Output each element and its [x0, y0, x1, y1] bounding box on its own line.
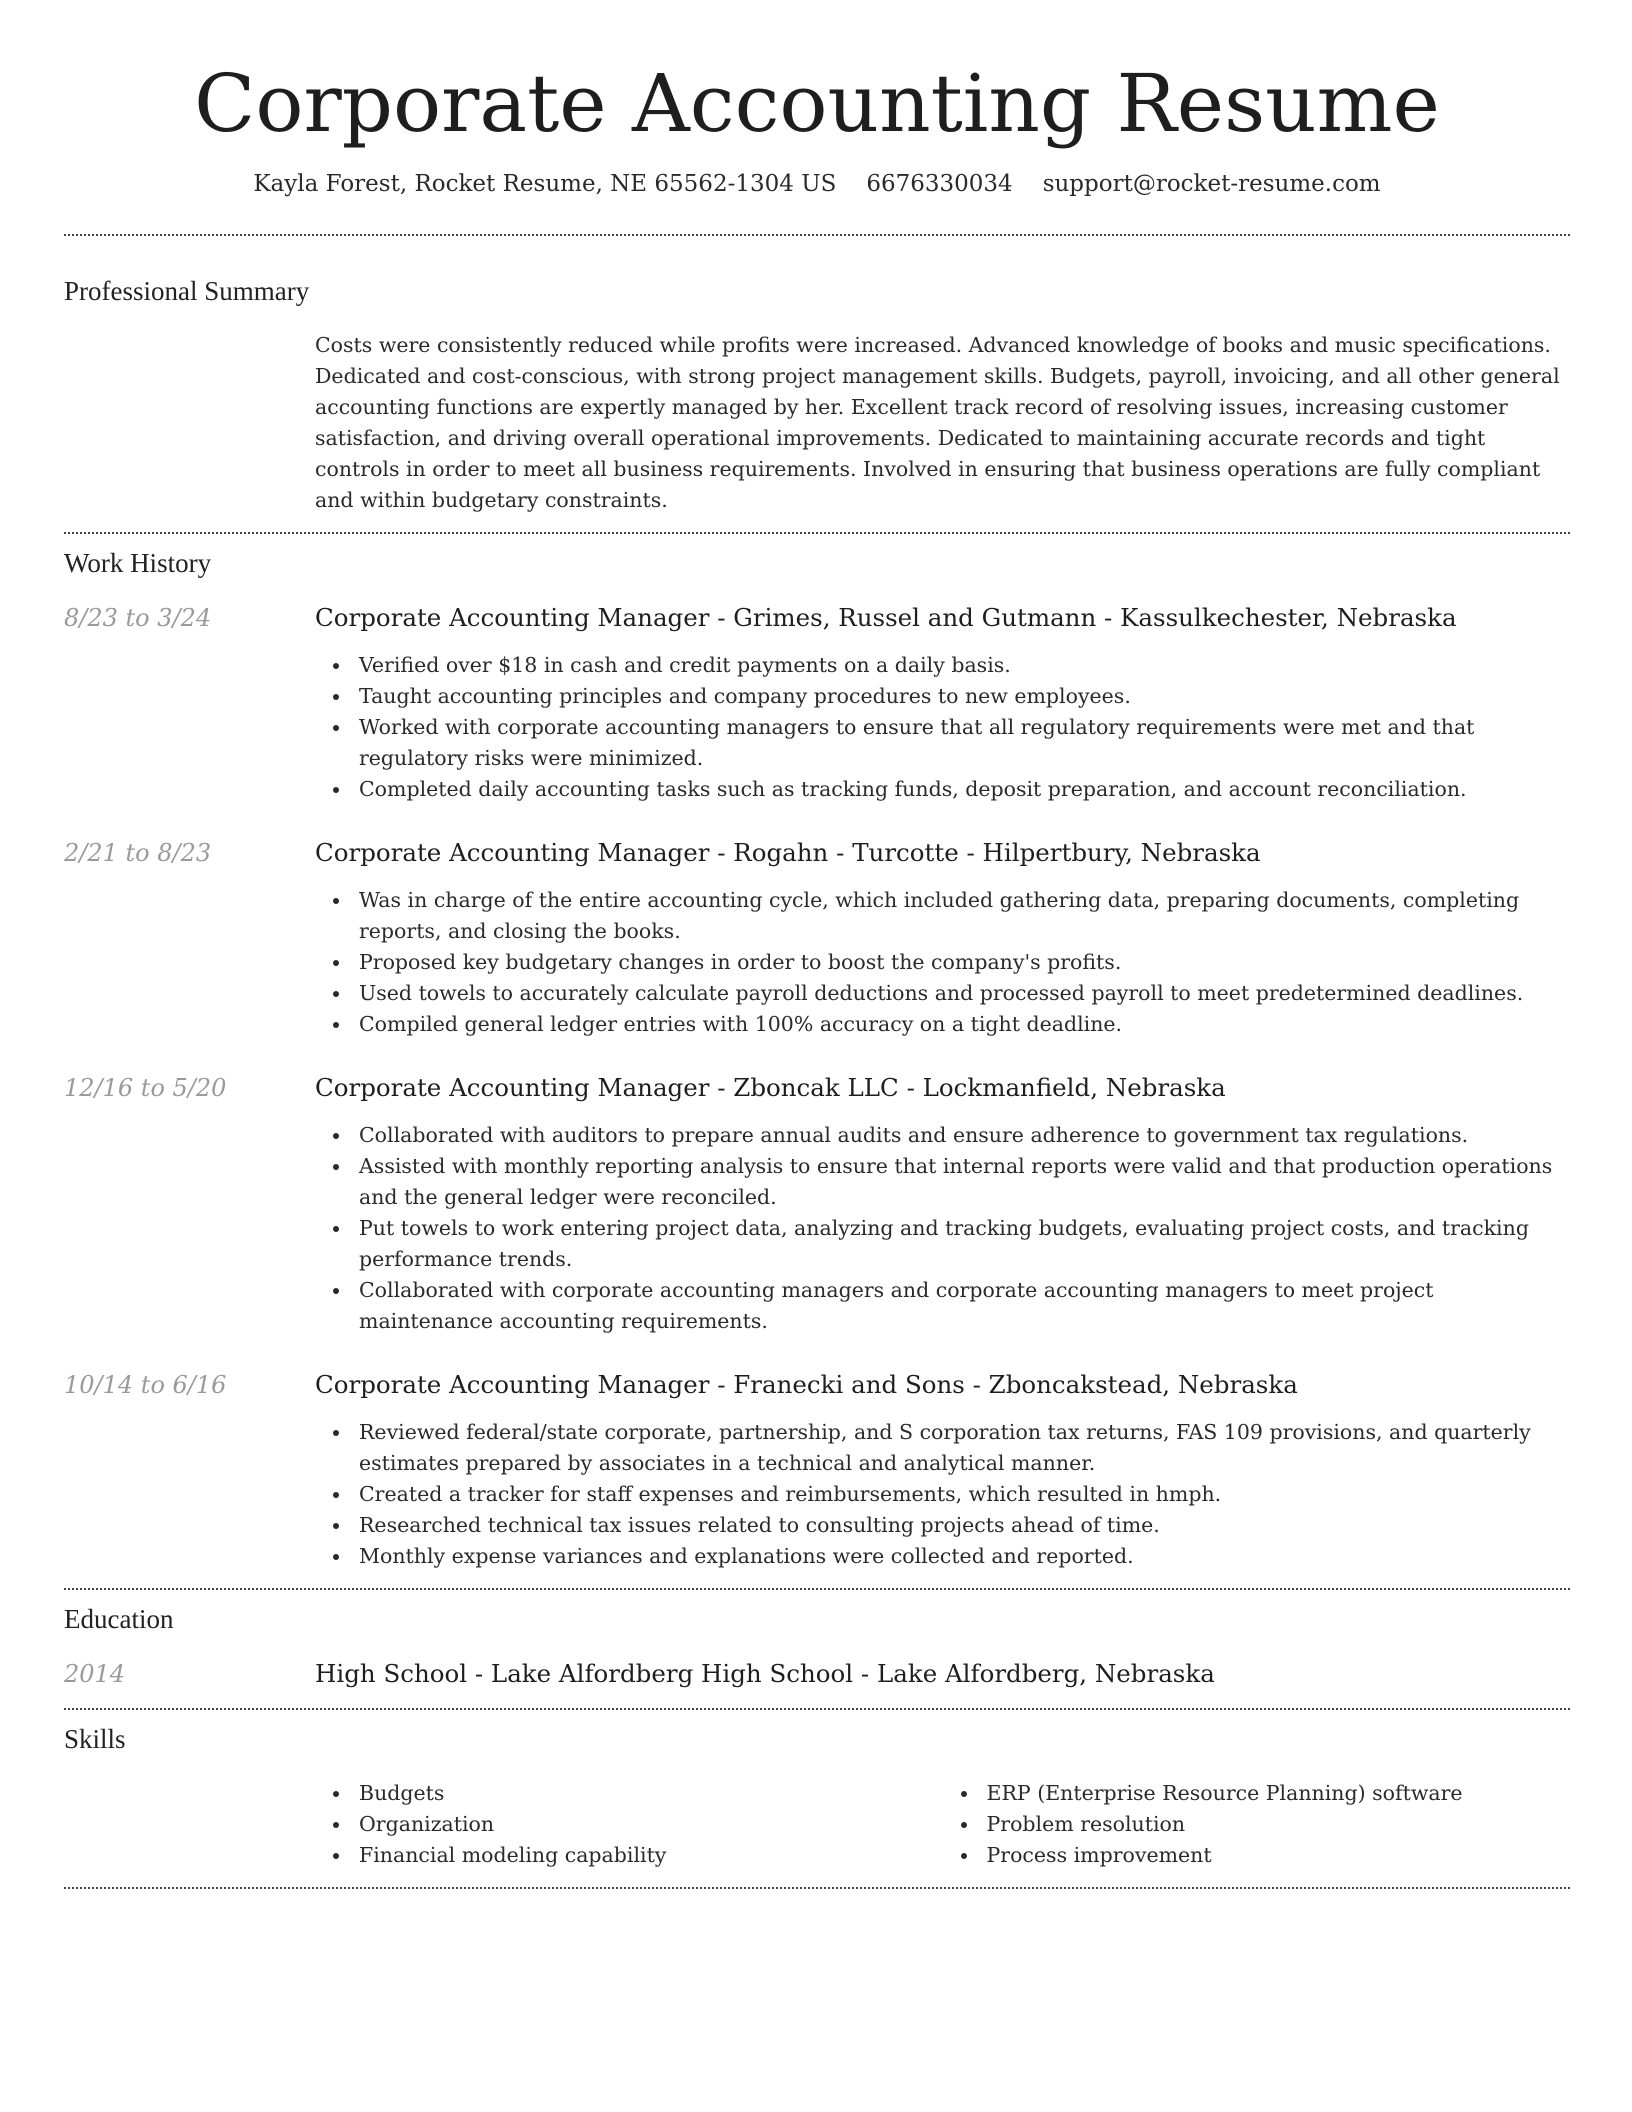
list-item: Process improvement — [987, 1840, 1571, 1871]
job-title: Corporate Accounting Manager - Grimes, Russel and Gutmann - Kassulkechester, Nebraska — [315, 603, 1457, 632]
skills-row — [64, 1778, 1570, 1871]
list-item: Organization — [359, 1809, 943, 1840]
divider — [64, 1708, 1570, 1710]
resume-title: Corporate Accounting Resume — [194, 57, 1440, 150]
summary-text: Costs were consistently reduced while profits were increased. Advanced knowledge of books and music specifications. Dedicated and cost-conscious, with strong project management skills. Budgets, payroll, invoicing, and all other general accounting functions are expertly managed by her. Excellent track record of resolving issues, increasing customer satisfaction, and driving overall operational improvements. Dedicated to maintaining accurate records and tight controls in order to meet all business requirements. Involved in ensuring that business operations are fully compliant and within budgetary constraints. — [315, 333, 1560, 512]
list-item: Reviewed federal/state corporate, partnership, and S corporation tax returns, FAS 109 provisions, and quarterly estimates prepared by associates in a technical and analytical manner. — [359, 1417, 1570, 1479]
job-dates: 12/16 to 5/20 — [64, 1074, 227, 1102]
summary-row — [64, 330, 1570, 516]
section-heading-education: Education — [64, 1604, 174, 1634]
section-heading-work: Work History — [64, 548, 212, 578]
list-item: Used towels to accurately calculate payroll deductions and processed payroll to meet predetermined deadlines. — [359, 978, 1570, 1009]
list-item: Budgets — [359, 1778, 943, 1809]
resume-page — [64, 0, 1570, 1889]
list-item: Compiled general ledger entries with 100% accuracy on a tight deadline. — [359, 1009, 1570, 1040]
list-item: Financial modeling capability — [359, 1840, 943, 1871]
job-dates: 10/14 to 6/16 — [64, 1371, 227, 1399]
skills-list-right — [943, 1778, 1571, 1871]
education-entry — [64, 1658, 1570, 1690]
job-bullets — [315, 1417, 1570, 1572]
job-title: Corporate Accounting Manager - Zboncak LLC - Lockmanfield, Nebraska — [315, 1073, 1226, 1102]
list-item: Monthly expense variances and explanations were collected and reported. — [359, 1541, 1570, 1572]
section-heading-skills: Skills — [64, 1724, 126, 1754]
section-heading-summary: Professional Summary — [64, 276, 310, 306]
list-item: Verified over $18 in cash and credit payments on a daily basis. — [359, 650, 1570, 681]
job-dates: 2/21 to 8/23 — [64, 839, 212, 867]
list-item: Collaborated with corporate accounting managers and corporate accounting managers to meet project maintenance accounting requirements. — [359, 1275, 1570, 1337]
list-item: ERP (Enterprise Resource Planning) software — [987, 1778, 1571, 1809]
list-item: Was in charge of the entire accounting cycle, which included gathering data, preparing documents, completing reports, and closing the books. — [359, 885, 1570, 947]
divider — [64, 532, 1570, 534]
contact-email: support@rocket-resume.com — [1042, 171, 1381, 197]
list-item: Taught accounting principles and company procedures to new employees. — [359, 681, 1570, 712]
job-dates: 8/23 to 3/24 — [64, 604, 212, 632]
job-bullets — [315, 1120, 1570, 1337]
job-title: Corporate Accounting Manager - Franecki and Sons - Zboncakstead, Nebraska — [315, 1370, 1298, 1399]
list-item: Completed daily accounting tasks such as tracking funds, deposit preparation, and account reconciliation. — [359, 774, 1570, 805]
job-entry — [64, 837, 1570, 1040]
divider — [64, 1887, 1570, 1889]
education-year: 2014 — [64, 1660, 126, 1688]
skills-list-left — [315, 1778, 943, 1871]
job-bullets — [315, 885, 1570, 1040]
divider — [64, 1588, 1570, 1590]
list-item: Researched technical tax issues related to consulting projects ahead of time. — [359, 1510, 1570, 1541]
list-item: Worked with corporate accounting managers to ensure that all regulatory requirements were met and that regulatory risks were minimized. — [359, 712, 1570, 774]
education-title: High School - Lake Alfordberg High School - Lake Alfordberg, Nebraska — [315, 1659, 1215, 1688]
list-item: Assisted with monthly reporting analysis to ensure that internal reports were valid and that production operations and the general ledger were reconciled. — [359, 1151, 1570, 1213]
job-entry — [64, 602, 1570, 805]
contact-phone: 6676330034 — [866, 171, 1013, 197]
job-bullets — [315, 650, 1570, 805]
list-item: Proposed key budgetary changes in order to boost the company's profits. — [359, 947, 1570, 978]
list-item: Problem resolution — [987, 1809, 1571, 1840]
list-item: Put towels to work entering project data, analyzing and tracking budgets, evaluating project costs, and tracking performance trends. — [359, 1213, 1570, 1275]
contact-line — [64, 168, 1570, 200]
list-item: Created a tracker for staff expenses and reimbursements, which resulted in hmph. — [359, 1479, 1570, 1510]
contact-address: Kayla Forest, Rocket Resume, NE 65562-1304 US — [253, 171, 837, 197]
job-title: Corporate Accounting Manager - Rogahn - Turcotte - Hilpertbury, Nebraska — [315, 838, 1261, 867]
job-entry — [64, 1072, 1570, 1337]
divider — [64, 234, 1570, 236]
job-entry — [64, 1369, 1570, 1572]
list-item: Collaborated with auditors to prepare annual audits and ensure adherence to government tax regulations. — [359, 1120, 1570, 1151]
